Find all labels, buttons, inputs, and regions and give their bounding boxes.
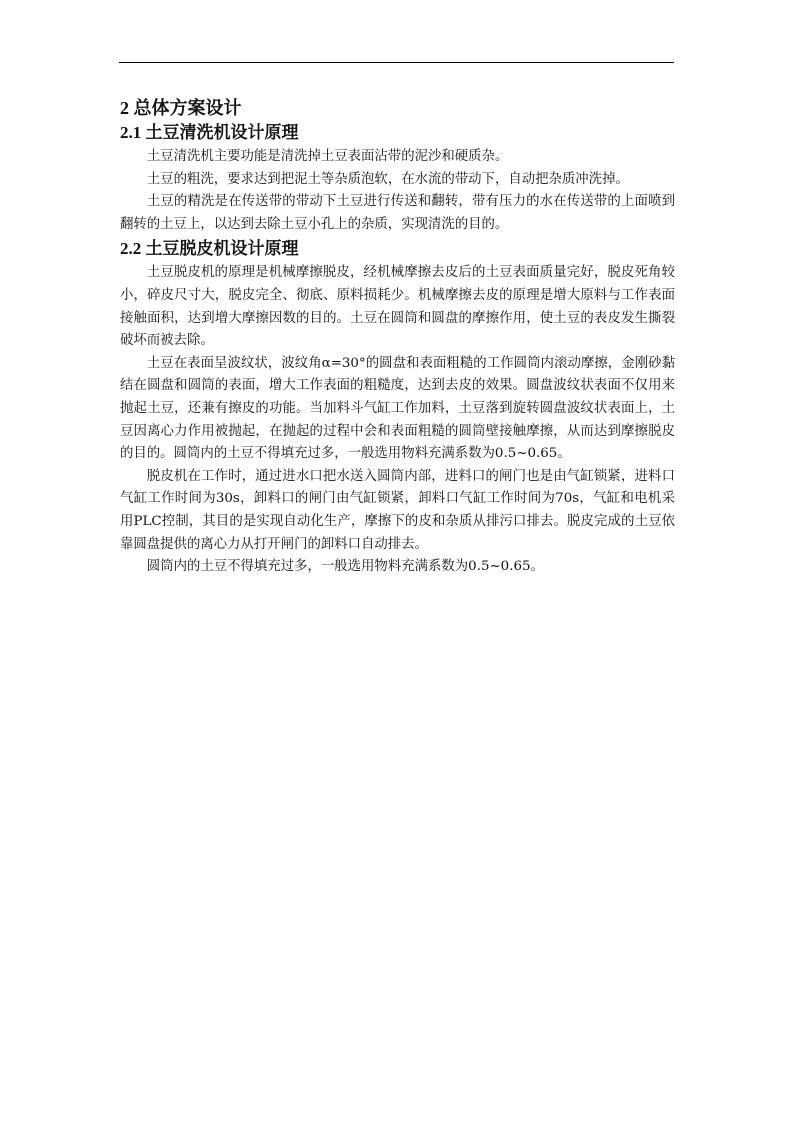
section-title-peeling: 2.2 土豆脱皮机设计原理 bbox=[120, 239, 299, 259]
paragraph: 脱皮机在工作时，通过进水口把水送入圆筒内部，进料口的闸门也是由气缸锁紧，进料口气缸工作时间为30s，卸料口的闸门由气缸锁紧，卸料口气缸工作时间为70s，气缸和电机采用PLC控制，其目的是实现自动化生产，摩擦下的皮和杂质从排污口排去。脱皮完成的土豆依靠圆盘提供的离心力从打开闸门的卸料口自动排去。 bbox=[120, 468, 675, 552]
document-body bbox=[120, 96, 675, 579]
paragraph: 土豆在表面呈波纹状，波纹角α=30°的圆盘和表面粗糙的工作圆筒内滚动摩擦，金刚砂黏结在圆盘和圆筒的表面，增大工作表面的粗糙度，达到去皮的效果。圆盘波纹状表面不仅用来抛起土豆，还兼有擦皮的功能。当加料斗气缸工作加料，土豆落到旋转圆盘波纹状表面上，土豆因离心力作用被抛起，在抛起的过程中会和表面粗糙的圆筒壁接触摩擦，从而达到摩擦脱皮的目的。圆筒内的土豆不得填充过多，一般选用物料充满系数为0.5~0.65。 bbox=[120, 355, 675, 462]
header-rule bbox=[119, 62, 674, 63]
paragraph: 土豆的粗洗，要求达到把泥土等杂质泡软，在水流的带动下，自动把杂质冲洗掉。 bbox=[146, 171, 629, 187]
paragraph: 圆筒内的土豆不得填充过多，一般选用物料充满系数为0.5~0.65。 bbox=[146, 559, 544, 575]
paragraph: 土豆清洗机主要功能是清洗掉土豆表面沾带的泥沙和硬质杂。 bbox=[146, 149, 509, 164]
paragraph: 土豆脱皮机的原理是机械摩擦脱皮，经机械摩擦去皮后的土豆表面质量完好，脱皮死角较小，碎皮尺寸大，脱皮完全、彻底、原料损耗少。机械摩擦去皮的原理是增大原料与工作表面接触面积，达到增大摩擦因数的目的。土豆在圆筒和圆盘的摩擦作用，使土豆的表皮发生撕裂破坏而被去除。 bbox=[120, 265, 675, 349]
chapter-title: 2 总体方案设计 bbox=[120, 98, 242, 118]
section-title-cleaning: 2.1 土豆清洗机设计原理 bbox=[120, 123, 299, 142]
paragraph: 土豆的精洗是在传送带的带动下土豆进行传送和翻转，带有压力的水在传送带的上面喷到翻转的土豆上，以达到去除土豆小孔上的杂质，实现清洗的目的。 bbox=[120, 194, 675, 232]
